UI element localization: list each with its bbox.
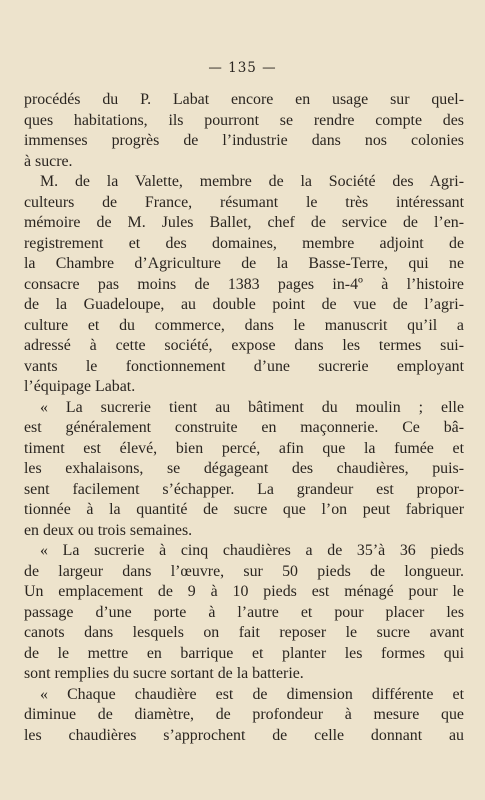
text-line: culture et du commerce, dans le manuscrit qu’il a — [24, 316, 464, 334]
body-text — [24, 90, 464, 746]
text-line: « La sucrerie à cinq chaudières a de 35’à 36 pieds — [40, 542, 464, 559]
text-line: de largeur dans l’œuvre, sur 50 pieds de longueur. — [24, 562, 464, 580]
text-line: adressé à cette société, expose dans les termes sui- — [24, 337, 464, 354]
page-number: — 135 — — [208, 60, 277, 76]
text-line: mémoire de M. Jules Ballet, chef de service de l’en- — [24, 214, 464, 231]
text-line: tionnée à la quantité de sucre que l’on peut fabriquer — [24, 501, 464, 518]
text-line: canots dans lesquels on fait reposer le sucre avant — [24, 624, 464, 641]
text-line: « Chaque chaudière est de dimension différente et — [40, 685, 464, 703]
text-line: l’équipage Labat. — [24, 378, 136, 395]
text-line: de la Guadeloupe, au double point de vue de l’agri- — [24, 296, 464, 313]
text-line: timent est élevé, bien percé, afin que la fumée et — [24, 439, 464, 457]
text-line: immenses progrès de l’industrie dans nos colonies — [24, 132, 464, 149]
text-line: procédés du P. Labat encore en usage sur quel- — [24, 91, 464, 108]
text-line: diminue de diamètre, de profondeur à mesure que — [24, 706, 464, 723]
text-line: ques habitations, ils pourront se rendre compte des — [24, 111, 464, 129]
text-line: sont remplies du sucre sortant de la batterie. — [24, 665, 304, 682]
text-line: M. de la Valette, membre de la Société des Agri- — [40, 173, 464, 190]
text-line: passage d’une porte à l’autre et pour placer les — [24, 603, 464, 621]
text-line: en deux ou trois semaines. — [24, 521, 193, 539]
text-line: les exhalaisons, se dégageant des chaudières, puis- — [24, 460, 464, 477]
text-line: de le mettre en barrique et planter les formes qui — [24, 644, 464, 662]
text-line: consacre pas moins de 1383 pages in-4º à l’histoire — [24, 275, 464, 293]
text-line: les chaudières s’approchent de celle donnant au — [24, 726, 464, 744]
text-line: registrement et des domaines, membre adjoint de — [24, 234, 464, 252]
text-line: Un emplacement de 9 à 10 pieds est ménagé pour le — [24, 583, 464, 600]
text-line: est généralement construite en maçonnerie. Ce bâ- — [24, 419, 464, 436]
text-line: culteurs de France, résumant le très intéressant — [24, 193, 464, 211]
text-line: à sucre. — [24, 152, 73, 170]
text-line: « La sucrerie tient au bâtiment du moulin ; elle — [40, 398, 464, 416]
text-line: vants le fonctionnement d’une sucrerie employant — [24, 357, 464, 375]
text-line: sent facilement s’échapper. La grandeur est propor- — [24, 480, 464, 498]
text-line: la Chambre d’Agriculture de la Basse-Terre, qui ne — [24, 255, 464, 272]
